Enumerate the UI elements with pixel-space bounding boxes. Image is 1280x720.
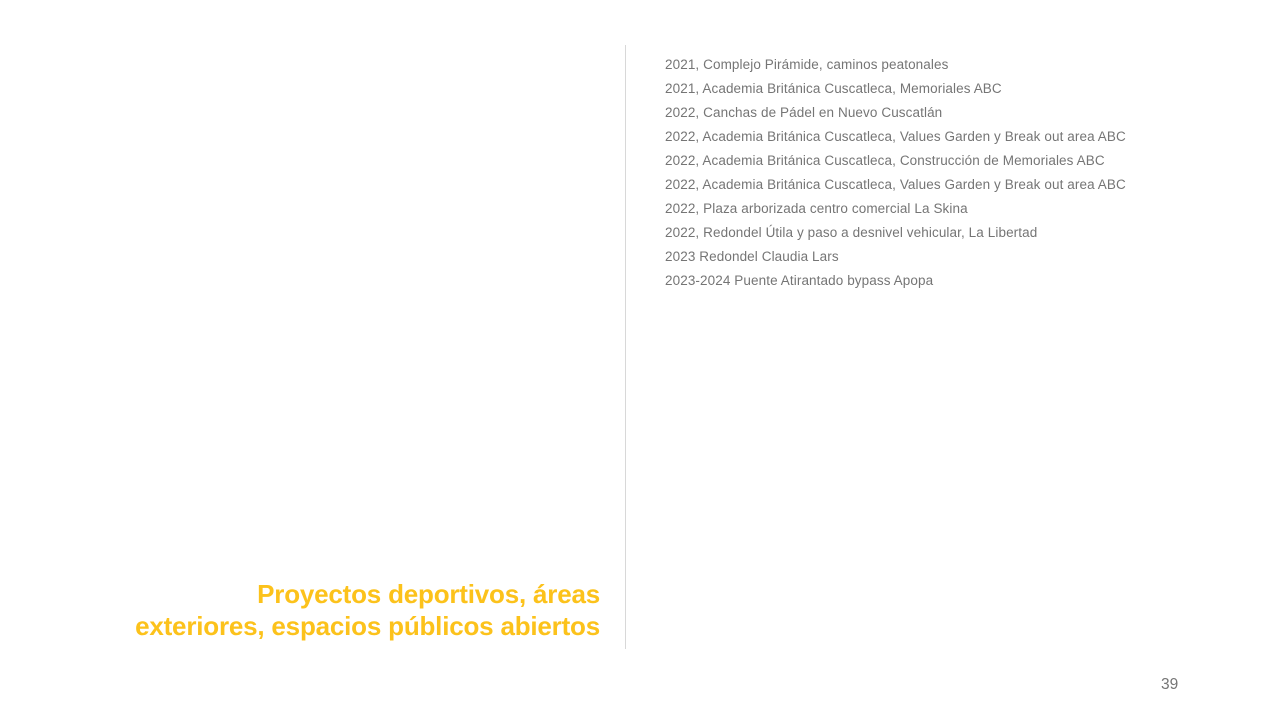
project-list-item: 2023-2024 Puente Atirantado bypass Apopa bbox=[665, 273, 934, 288]
page-title-line-1: Proyectos deportivos, áreas bbox=[257, 579, 600, 609]
project-list bbox=[665, 53, 1225, 293]
project-list-item: 2022, Academia Británica Cuscatleca, Values Garden y Break out area ABC bbox=[665, 129, 1126, 144]
project-list-item: 2022, Redondel Útila y paso a desnivel vehicular, La Libertad bbox=[665, 225, 1038, 240]
project-list-item: 2022, Academia Británica Cuscatleca, Construcción de Memoriales ABC bbox=[665, 153, 1105, 168]
project-list-item: 2022, Academia Británica Cuscatleca, Values Garden y Break out area ABC bbox=[665, 177, 1126, 192]
project-list-item: 2022, Plaza arborizada centro comercial La Skina bbox=[665, 201, 968, 216]
project-list-item: 2021, Academia Británica Cuscatleca, Memoriales ABC bbox=[665, 81, 1002, 96]
vertical-divider bbox=[625, 45, 626, 649]
page-title bbox=[60, 578, 600, 642]
project-list-item: 2023 Redondel Claudia Lars bbox=[665, 249, 839, 264]
page-number: 39 bbox=[1161, 676, 1179, 693]
page-title-line-2: exteriores, espacios públicos abiertos bbox=[135, 611, 600, 641]
project-list-item: 2021, Complejo Pirámide, caminos peatonales bbox=[665, 57, 949, 72]
project-list-item: 2022, Canchas de Pádel en Nuevo Cuscatlán bbox=[665, 105, 943, 120]
